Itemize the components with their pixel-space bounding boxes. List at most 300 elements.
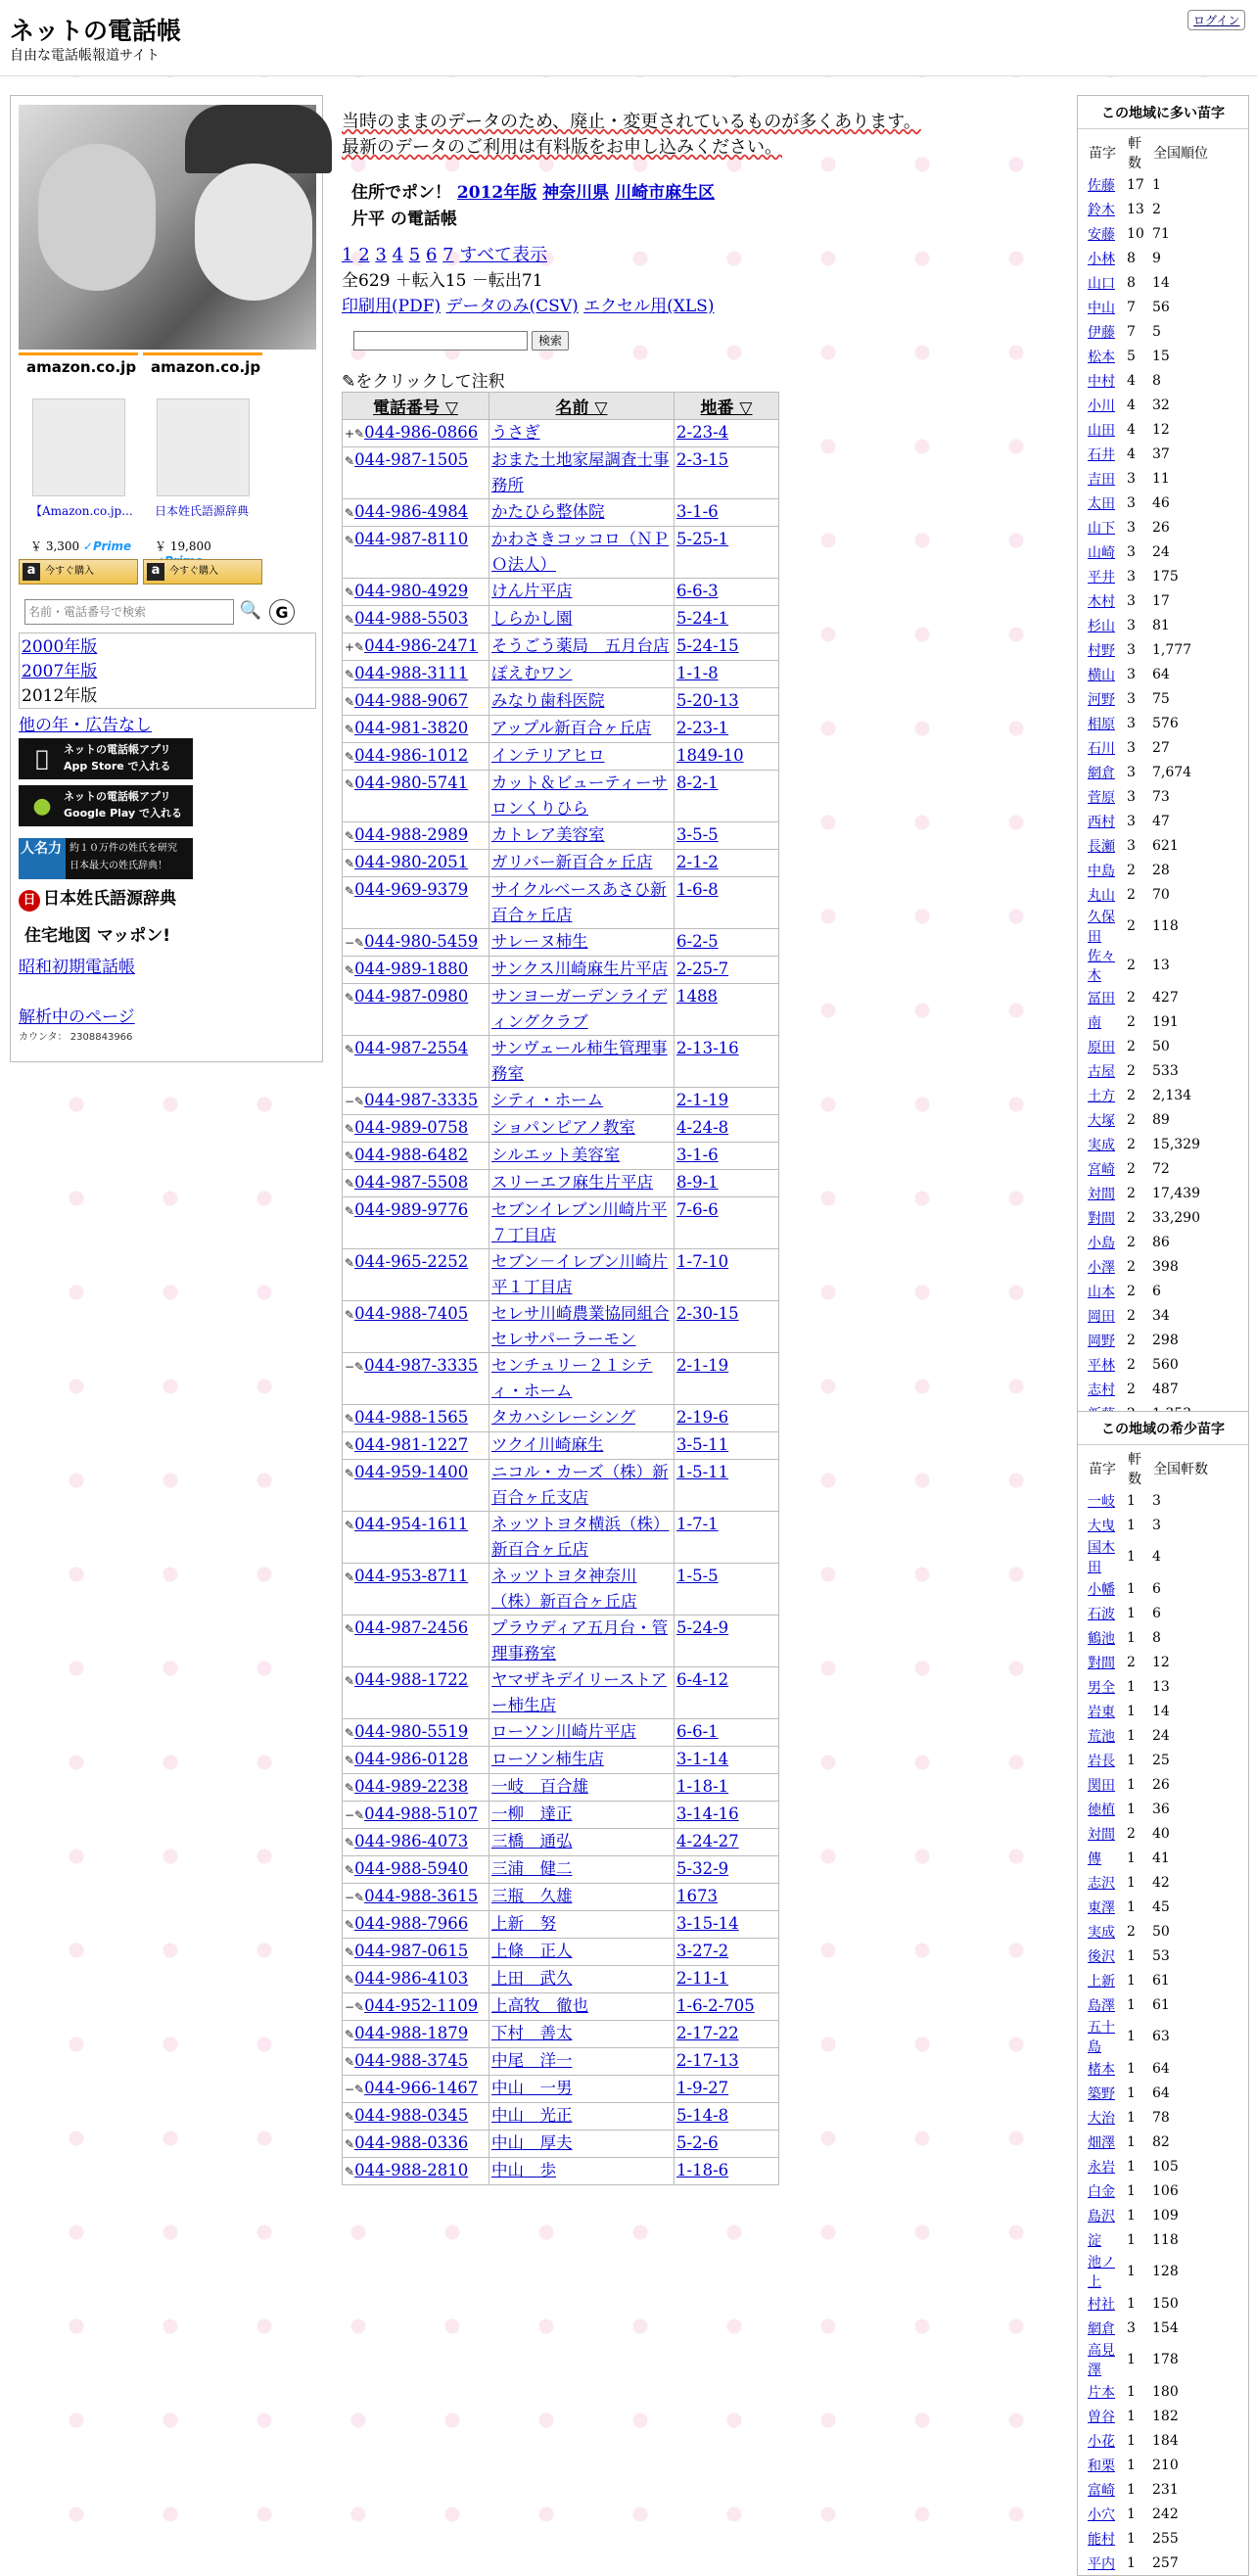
- address-link[interactable]: 5-2-6: [676, 2133, 719, 2152]
- phone-link[interactable]: 044-988-9067: [354, 691, 469, 710]
- address-link[interactable]: 5-25-1: [676, 530, 729, 548]
- phone-link[interactable]: 044-988-2989: [354, 825, 469, 844]
- annotate-icon[interactable]: ✎: [345, 777, 355, 791]
- annotate-icon[interactable]: ✎: [345, 1149, 355, 1163]
- address-link[interactable]: 2-19-6: [676, 1408, 729, 1427]
- annotate-icon[interactable]: ✎: [345, 1519, 355, 1532]
- surname-link[interactable]: 佐々木: [1088, 949, 1115, 984]
- name-link[interactable]: かわさきコッコロ（ＮＰＯ法人）: [491, 530, 670, 574]
- surname-link[interactable]: 小澤: [1088, 1259, 1115, 1276]
- phone-link[interactable]: 044-986-4103: [354, 1969, 469, 1988]
- annotate-icon[interactable]: ✎: [345, 1256, 355, 1270]
- name-link[interactable]: ヤマザキデイリーストアー柿生店: [491, 1670, 668, 1714]
- surname-link[interactable]: 傳: [1088, 1850, 1101, 1867]
- year-link-2007[interactable]: 2007年版: [22, 662, 98, 681]
- amazon-ad-2[interactable]: [143, 352, 262, 587]
- page-link-2[interactable]: 2: [358, 245, 370, 265]
- address-link[interactable]: 4-24-27: [676, 1832, 739, 1850]
- address-link[interactable]: 2-17-22: [676, 2024, 739, 2042]
- name-link[interactable]: 上田 武久: [491, 1969, 573, 1988]
- name-link[interactable]: 中山 光正: [491, 2106, 573, 2125]
- annotate-icon[interactable]: +✎: [345, 640, 365, 654]
- sort-phone-header[interactable]: [343, 393, 489, 420]
- annotate-icon[interactable]: ✎: [345, 1781, 355, 1795]
- annotate-icon[interactable]: −✎: [345, 936, 365, 950]
- annotate-icon[interactable]: ✎: [345, 2055, 355, 2069]
- name-link[interactable]: サンヴェール柿生管理事務室: [491, 1039, 668, 1083]
- phone-link[interactable]: 044-987-5508: [354, 1173, 469, 1192]
- phone-link[interactable]: 044-980-5741: [354, 773, 469, 792]
- address-link[interactable]: 2-1-19: [676, 1356, 729, 1375]
- annotate-icon[interactable]: ✎: [345, 506, 355, 520]
- surname-link[interactable]: 国木田: [1088, 1540, 1115, 1575]
- surname-link[interactable]: 島澤: [1088, 1997, 1115, 2014]
- search-input[interactable]: [24, 599, 234, 625]
- sort-phone-link[interactable]: 電話番号 ▽: [373, 398, 458, 418]
- surname-link[interactable]: 築野: [1088, 2085, 1115, 2102]
- address-link[interactable]: 1-18-1: [676, 1777, 729, 1796]
- name-link[interactable]: ガリバー新百合ヶ丘店: [491, 853, 653, 871]
- address-link[interactable]: 1-5-11: [676, 1463, 729, 1481]
- phone-link[interactable]: 044-987-2456: [354, 1618, 469, 1637]
- annotate-icon[interactable]: ✎: [345, 1043, 355, 1056]
- surname-link[interactable]: 土方: [1088, 1088, 1115, 1104]
- surname-link[interactable]: 畑澤: [1088, 2134, 1115, 2151]
- name-link[interactable]: ショパンピアノ教室: [491, 1118, 635, 1137]
- address-link[interactable]: 1-7-1: [676, 1515, 719, 1533]
- phone-link[interactable]: 044-980-5459: [364, 932, 479, 951]
- name-link[interactable]: ニコル・カーズ（株）新百合ヶ丘支店: [491, 1463, 669, 1507]
- name-link[interactable]: サンヨーガーデンライディングクラブ: [491, 987, 668, 1031]
- annotate-icon[interactable]: ✎: [345, 884, 355, 898]
- address-link[interactable]: 6-6-1: [676, 1722, 719, 1741]
- sort-name-header[interactable]: [489, 393, 675, 420]
- search-icon[interactable]: 🔍: [239, 600, 262, 621]
- buy-now-button[interactable]: a 今すぐ購入: [143, 559, 262, 585]
- name-link[interactable]: そうごう薬局 五月台店: [491, 636, 670, 655]
- address-link[interactable]: 6-4-12: [676, 1670, 729, 1689]
- address-link[interactable]: 5-24-15: [676, 636, 739, 655]
- surname-link[interactable]: 石波: [1088, 1606, 1115, 1622]
- surname-link[interactable]: 平林: [1088, 1357, 1115, 1374]
- annotate-icon[interactable]: ✎: [345, 1945, 355, 1959]
- annotate-icon[interactable]: ✎: [345, 857, 355, 870]
- address-link[interactable]: 2-30-15: [676, 1304, 739, 1323]
- name-link[interactable]: けん片平店: [491, 582, 573, 600]
- name-link[interactable]: インテリアヒロ: [491, 746, 605, 765]
- jinmei-banner[interactable]: [19, 838, 193, 879]
- phone-link[interactable]: 044-986-2471: [364, 636, 479, 655]
- name-link[interactable]: ネッツトヨタ横浜（株）新百合ヶ丘店: [491, 1515, 670, 1559]
- phone-link[interactable]: 044-987-8110: [354, 530, 469, 548]
- surname-link[interactable]: 石川: [1088, 740, 1115, 757]
- app-store-banner[interactable]: [19, 738, 193, 779]
- phone-link[interactable]: 044-988-5503: [354, 609, 469, 628]
- phone-link[interactable]: 044-986-0128: [354, 1750, 469, 1768]
- gogen-dictionary-link[interactable]: [19, 884, 176, 912]
- export-csv-link[interactable]: データのみ(CSV): [445, 297, 579, 316]
- surname-link[interactable]: 小幡: [1088, 1581, 1115, 1598]
- phone-link[interactable]: 044-981-1227: [354, 1435, 469, 1454]
- surname-link[interactable]: 佐藤: [1088, 177, 1115, 194]
- phone-link[interactable]: 044-988-7405: [354, 1304, 469, 1323]
- address-link[interactable]: 2-13-16: [676, 1039, 739, 1057]
- surname-link[interactable]: 網倉: [1088, 2320, 1115, 2337]
- phone-link[interactable]: 044-988-5940: [354, 1859, 469, 1878]
- surname-link[interactable]: 能村: [1088, 2531, 1115, 2548]
- surname-link[interactable]: 吉田: [1088, 471, 1115, 488]
- annotate-icon[interactable]: −✎: [345, 1808, 365, 1822]
- table-search-button[interactable]: 検索: [532, 331, 569, 351]
- surname-link[interactable]: 後沢: [1088, 1948, 1115, 1965]
- phone-link[interactable]: 044-953-8711: [354, 1567, 469, 1585]
- surname-link[interactable]: 岩長: [1088, 1753, 1115, 1769]
- sort-address-header[interactable]: [675, 393, 779, 420]
- surname-link[interactable]: 西村: [1088, 814, 1115, 830]
- annotate-icon[interactable]: ✎: [345, 1570, 355, 1584]
- annotate-icon[interactable]: ✎: [345, 963, 355, 977]
- phone-link[interactable]: 044-986-4073: [354, 1832, 469, 1850]
- surname-link[interactable]: 志村: [1088, 1382, 1115, 1398]
- page-link-3[interactable]: 3: [375, 245, 387, 265]
- name-link[interactable]: ローソン川崎片平店: [491, 1722, 636, 1741]
- name-link[interactable]: アップル新百合ヶ丘店: [491, 719, 652, 737]
- phone-link[interactable]: 044-987-1505: [354, 450, 469, 469]
- surname-link[interactable]: 片本: [1088, 2384, 1115, 2401]
- annotate-icon[interactable]: ✎: [345, 1204, 355, 1218]
- phone-link[interactable]: 044-988-0336: [354, 2133, 469, 2152]
- phone-link[interactable]: 044-965-2252: [354, 1252, 469, 1271]
- name-link[interactable]: シティ・ホーム: [491, 1091, 604, 1109]
- name-link[interactable]: サンクス川崎麻生片平店: [491, 960, 669, 978]
- surname-link[interactable]: 山口: [1088, 275, 1115, 292]
- name-link[interactable]: しらかし園: [491, 609, 573, 628]
- page-link-7[interactable]: 7: [442, 245, 454, 265]
- page-link-5[interactable]: 5: [408, 245, 421, 265]
- surname-link[interactable]: 南: [1088, 1014, 1101, 1031]
- annotate-icon[interactable]: ✎: [345, 1863, 355, 1877]
- address-link[interactable]: 6-2-5: [676, 932, 719, 951]
- phone-link[interactable]: 044-989-2238: [354, 1777, 469, 1796]
- annotate-icon[interactable]: ✎: [345, 1439, 355, 1453]
- year-link[interactable]: 2012年版: [456, 183, 537, 203]
- annotate-icon[interactable]: ✎: [345, 1726, 355, 1740]
- phone-link[interactable]: 044-988-7966: [354, 1914, 469, 1933]
- address-link[interactable]: 5-24-1: [676, 609, 729, 628]
- annotate-icon[interactable]: ✎: [345, 1467, 355, 1480]
- surname-link[interactable]: 相原: [1088, 716, 1115, 732]
- surname-link[interactable]: 池ノ上: [1088, 2255, 1115, 2290]
- name-link[interactable]: センチュリー２１シティ・ホーム: [491, 1356, 653, 1400]
- other-year-link[interactable]: 他の年・広告なし: [19, 716, 152, 735]
- surname-link[interactable]: 大曳: [1088, 1518, 1115, 1534]
- address-link[interactable]: 1-9-27: [676, 2079, 729, 2097]
- name-link[interactable]: ぽえむワン: [491, 664, 573, 682]
- address-link[interactable]: 1-6-2-705: [676, 1996, 755, 2015]
- annotate-icon[interactable]: −✎: [345, 1891, 365, 1904]
- annotate-icon[interactable]: −✎: [345, 1360, 365, 1374]
- phone-link[interactable]: 044-988-1879: [354, 2024, 469, 2042]
- surname-link[interactable]: 村野: [1088, 642, 1115, 659]
- annotate-icon[interactable]: ✎: [345, 2165, 355, 2178]
- surname-link[interactable]: 和栗: [1088, 2458, 1115, 2474]
- address-link[interactable]: 2-3-15: [676, 450, 729, 469]
- address-link[interactable]: 3-1-14: [676, 1750, 729, 1768]
- phone-link[interactable]: 044-959-1400: [354, 1463, 469, 1481]
- annotate-icon[interactable]: ✎: [345, 2110, 355, 2124]
- name-link[interactable]: カット＆ビューティーサロンくりひら: [491, 773, 669, 818]
- phone-link[interactable]: 044-987-3335: [364, 1356, 479, 1375]
- address-link[interactable]: 1488: [676, 987, 718, 1006]
- annotate-icon[interactable]: −✎: [345, 2083, 365, 2096]
- phone-link[interactable]: 044-989-9776: [354, 1200, 469, 1219]
- name-link[interactable]: カトレア美容室: [491, 825, 605, 844]
- phone-link[interactable]: 044-989-0758: [354, 1118, 469, 1137]
- surname-link[interactable]: 中島: [1088, 863, 1115, 879]
- annotate-icon[interactable]: −✎: [345, 2000, 365, 2014]
- surname-link[interactable]: 岡田: [1088, 1308, 1115, 1325]
- show-all-link[interactable]: すべて表示: [459, 245, 547, 265]
- surname-link[interactable]: 對間: [1088, 1655, 1115, 1671]
- address-link[interactable]: 1849-10: [676, 746, 744, 765]
- address-link[interactable]: 3-27-2: [676, 1942, 729, 1960]
- name-link[interactable]: 三瓶 久雄: [491, 1887, 573, 1905]
- surname-link[interactable]: 太田: [1088, 495, 1115, 512]
- annotate-icon[interactable]: +✎: [345, 427, 365, 441]
- annotate-icon[interactable]: ✎: [345, 454, 355, 468]
- phone-link[interactable]: 044-966-1467: [364, 2079, 479, 2097]
- address-link[interactable]: 1-7-10: [676, 1252, 729, 1271]
- surname-link[interactable]: 岩東: [1088, 1704, 1115, 1720]
- surname-link[interactable]: 菅原: [1088, 789, 1115, 806]
- mappon-link[interactable]: 住宅地図 マッポン!: [24, 926, 170, 946]
- surname-link[interactable]: 冨田: [1088, 990, 1115, 1007]
- surname-link[interactable]: 富崎: [1088, 2482, 1115, 2499]
- phone-link[interactable]: 044-988-3111: [354, 664, 469, 682]
- showa-directory-link[interactable]: 昭和初期電話帳: [19, 958, 135, 977]
- annotate-icon[interactable]: ✎: [345, 2137, 355, 2151]
- address-link[interactable]: 3-1-6: [676, 502, 719, 521]
- name-link[interactable]: シルエット美容室: [491, 1146, 621, 1164]
- export-pdf-link[interactable]: 印刷用(PDF): [342, 297, 442, 316]
- site-title[interactable]: ネットの電話帳: [10, 17, 182, 45]
- name-link[interactable]: 三橋 通弘: [491, 1832, 573, 1850]
- surname-link[interactable]: 対間: [1088, 1186, 1115, 1202]
- annotate-icon[interactable]: ✎: [345, 1973, 355, 1987]
- name-link[interactable]: ツクイ川崎麻生: [491, 1435, 604, 1454]
- surname-link[interactable]: 志沢: [1088, 1875, 1115, 1892]
- address-link[interactable]: 1673: [676, 1887, 718, 1905]
- name-link[interactable]: 一柳 達正: [491, 1804, 573, 1823]
- address-link[interactable]: 8-9-1: [676, 1173, 719, 1192]
- address-link[interactable]: 1-6-8: [676, 880, 719, 899]
- name-link[interactable]: プラウディア五月台・管理事務室: [491, 1618, 669, 1663]
- table-search-input[interactable]: [353, 331, 528, 351]
- surname-link[interactable]: 徳植: [1088, 1802, 1115, 1818]
- page-link-6[interactable]: 6: [425, 245, 438, 265]
- surname-link[interactable]: 山田: [1088, 422, 1115, 439]
- surname-link[interactable]: 関田: [1088, 1777, 1115, 1794]
- prefecture-link[interactable]: 神奈川県: [542, 183, 610, 203]
- name-link[interactable]: 上新 努: [491, 1914, 556, 1933]
- surname-link[interactable]: 山崎: [1088, 544, 1115, 561]
- annotate-icon[interactable]: ✎: [345, 613, 355, 627]
- address-link[interactable]: 2-23-4: [676, 423, 729, 442]
- phone-link[interactable]: 044-988-3745: [354, 2051, 469, 2070]
- sort-address-link[interactable]: 地番 ▽: [700, 398, 753, 418]
- annotate-icon[interactable]: ✎: [345, 991, 355, 1005]
- annotate-icon[interactable]: ✎: [345, 1308, 355, 1322]
- surname-link[interactable]: 白金: [1088, 2183, 1115, 2200]
- phone-link[interactable]: 044-988-5107: [364, 1804, 479, 1823]
- annotate-icon[interactable]: ✎: [345, 723, 355, 736]
- surname-link[interactable]: 古屋: [1088, 1063, 1115, 1080]
- surname-link[interactable]: 村社: [1088, 2296, 1115, 2313]
- address-link[interactable]: 1-5-5: [676, 1567, 719, 1585]
- surname-link[interactable]: 大塚: [1088, 1112, 1115, 1129]
- surname-link[interactable]: 一岐: [1088, 1493, 1115, 1510]
- address-link[interactable]: 3-15-14: [676, 1914, 739, 1933]
- address-link[interactable]: 5-24-9: [676, 1618, 729, 1637]
- surname-link[interactable]: 曽谷: [1088, 2409, 1115, 2425]
- address-link[interactable]: 5-14-8: [676, 2106, 729, 2125]
- annotate-icon[interactable]: ✎: [345, 1674, 355, 1688]
- address-link[interactable]: 5-32-9: [676, 1859, 729, 1878]
- address-link[interactable]: 2-1-2: [676, 853, 719, 871]
- surname-link[interactable]: 杉山: [1088, 618, 1115, 634]
- name-link[interactable]: セブン－イレブン川崎片平１丁目店: [491, 1252, 669, 1296]
- surname-link[interactable]: 伊藤: [1088, 324, 1115, 341]
- annotate-icon[interactable]: ✎: [345, 1836, 355, 1850]
- city-link[interactable]: 川崎市麻生区: [615, 183, 716, 203]
- surname-link[interactable]: 永岩: [1088, 2159, 1115, 2176]
- address-link[interactable]: 4-24-8: [676, 1118, 729, 1137]
- address-link[interactable]: 2-17-13: [676, 2051, 739, 2070]
- address-link[interactable]: 6-6-3: [676, 582, 719, 600]
- phone-link[interactable]: 044-988-0345: [354, 2106, 469, 2125]
- name-link[interactable]: 上高牧 徹也: [491, 1996, 588, 2015]
- phone-link[interactable]: 044-986-1012: [354, 746, 469, 765]
- surname-link[interactable]: 男全: [1088, 1679, 1115, 1696]
- surname-link[interactable]: 横山: [1088, 667, 1115, 683]
- surname-link[interactable]: 松本: [1088, 349, 1115, 365]
- name-link[interactable]: セブンイレブン川崎片平７丁目店: [491, 1200, 668, 1244]
- address-link[interactable]: 2-1-19: [676, 1091, 729, 1109]
- annotate-icon[interactable]: ✎: [345, 1622, 355, 1636]
- address-link[interactable]: 2-23-1: [676, 719, 729, 737]
- surname-link[interactable]: 鈴木: [1088, 202, 1115, 218]
- phone-link[interactable]: 044-980-5519: [354, 1722, 469, 1741]
- annotate-icon[interactable]: ✎: [345, 668, 355, 681]
- annotate-icon[interactable]: −✎: [345, 1095, 365, 1108]
- name-link[interactable]: サレーヌ柿生: [491, 932, 588, 951]
- annotate-icon[interactable]: ✎: [345, 1122, 355, 1136]
- surname-link[interactable]: 河野: [1088, 691, 1115, 708]
- product-image[interactable]: [32, 398, 125, 496]
- surname-link[interactable]: 島沢: [1088, 2208, 1115, 2225]
- buy-now-button[interactable]: a 今すぐ購入: [19, 559, 138, 585]
- analyzing-page-link[interactable]: 解析中のページ: [19, 1007, 135, 1027]
- surname-link[interactable]: 原田: [1088, 1039, 1115, 1055]
- annotate-icon[interactable]: ✎: [345, 534, 355, 547]
- surname-link[interactable]: 対間: [1088, 1826, 1115, 1843]
- surname-link[interactable]: 小川: [1088, 398, 1115, 414]
- name-link[interactable]: ローソン柿生店: [491, 1750, 604, 1768]
- surname-link[interactable]: 安藤: [1088, 226, 1115, 243]
- sort-name-link[interactable]: 名前 ▽: [555, 398, 608, 418]
- name-link[interactable]: みなり歯科医院: [491, 691, 605, 710]
- google-play-banner[interactable]: [19, 785, 193, 826]
- surname-link[interactable]: 對間: [1088, 1210, 1115, 1227]
- surname-link[interactable]: 木村: [1088, 593, 1115, 610]
- name-link[interactable]: 中山 一男: [491, 2079, 573, 2097]
- annotate-icon[interactable]: ✎: [345, 1918, 355, 1932]
- surname-link[interactable]: 久保田: [1088, 910, 1115, 945]
- surname-link[interactable]: 山下: [1088, 520, 1115, 537]
- surname-link[interactable]: 平内: [1088, 2555, 1115, 2572]
- phone-link[interactable]: 044-988-3615: [364, 1887, 479, 1905]
- phone-link[interactable]: 044-986-4984: [354, 502, 469, 521]
- phone-link[interactable]: 044-952-1109: [364, 1996, 479, 2015]
- surname-link[interactable]: 小島: [1088, 1235, 1115, 1251]
- amazon-ad-1[interactable]: [19, 352, 138, 587]
- address-link[interactable]: 1-18-6: [676, 2161, 729, 2179]
- name-link[interactable]: おまた土地家屋調査士事務所: [491, 450, 670, 494]
- phone-link[interactable]: 044-987-0980: [354, 987, 469, 1006]
- product-title[interactable]: 【Amazon.co.jp...: [30, 504, 133, 518]
- surname-link[interactable]: 実成: [1088, 1924, 1115, 1941]
- address-link[interactable]: 3-14-16: [676, 1804, 739, 1823]
- surname-link[interactable]: 石井: [1088, 446, 1115, 463]
- surname-link[interactable]: 五十島: [1088, 2020, 1115, 2055]
- page-link-4[interactable]: 4: [392, 245, 404, 265]
- name-link[interactable]: 上條 正人: [491, 1942, 573, 1960]
- name-link[interactable]: うさぎ: [491, 423, 540, 442]
- surname-link[interactable]: 網倉: [1088, 765, 1115, 781]
- name-link[interactable]: サイクルベースあさひ新百合ヶ丘店: [491, 880, 667, 924]
- name-link[interactable]: 中尾 洋一: [491, 2051, 573, 2070]
- address-link[interactable]: 7-6-6: [676, 1200, 719, 1219]
- address-link[interactable]: 2-25-7: [676, 960, 729, 978]
- phone-link[interactable]: 044-987-0615: [354, 1942, 469, 1960]
- login-button[interactable]: ログイン: [1187, 10, 1245, 30]
- phone-link[interactable]: 044-987-3335: [364, 1091, 479, 1109]
- phone-link[interactable]: 044-989-1880: [354, 960, 469, 978]
- surname-link[interactable]: 小林: [1088, 251, 1115, 267]
- annotate-icon[interactable]: ✎: [345, 1177, 355, 1191]
- annotate-icon[interactable]: ✎: [345, 585, 355, 599]
- address-link[interactable]: 1-1-8: [676, 664, 719, 682]
- name-link[interactable]: 下村 善太: [491, 2024, 573, 2042]
- phone-link[interactable]: 044-954-1611: [354, 1515, 469, 1533]
- name-link[interactable]: 三浦 健二: [491, 1859, 573, 1878]
- export-xls-link[interactable]: エクセル用(XLS): [583, 297, 715, 316]
- address-link[interactable]: 5-20-13: [676, 691, 739, 710]
- phone-link[interactable]: 044-988-6482: [354, 1146, 469, 1164]
- banner-image[interactable]: [19, 105, 316, 350]
- page-link-1[interactable]: 1: [342, 245, 353, 265]
- surname-link[interactable]: 中山: [1088, 300, 1115, 316]
- surname-link[interactable]: 岡野: [1088, 1333, 1115, 1349]
- name-link[interactable]: かたひら整体院: [491, 502, 605, 521]
- annotate-icon[interactable]: ✎: [345, 695, 355, 709]
- year-link-2000[interactable]: 2000年版: [22, 637, 98, 657]
- surname-link[interactable]: 小穴: [1088, 2506, 1115, 2523]
- phone-link[interactable]: 044-986-0866: [364, 423, 479, 442]
- name-link[interactable]: タカハシレーシング: [491, 1408, 636, 1427]
- surname-link[interactable]: 宮崎: [1088, 1161, 1115, 1178]
- surname-link[interactable]: 荒池: [1088, 1728, 1115, 1745]
